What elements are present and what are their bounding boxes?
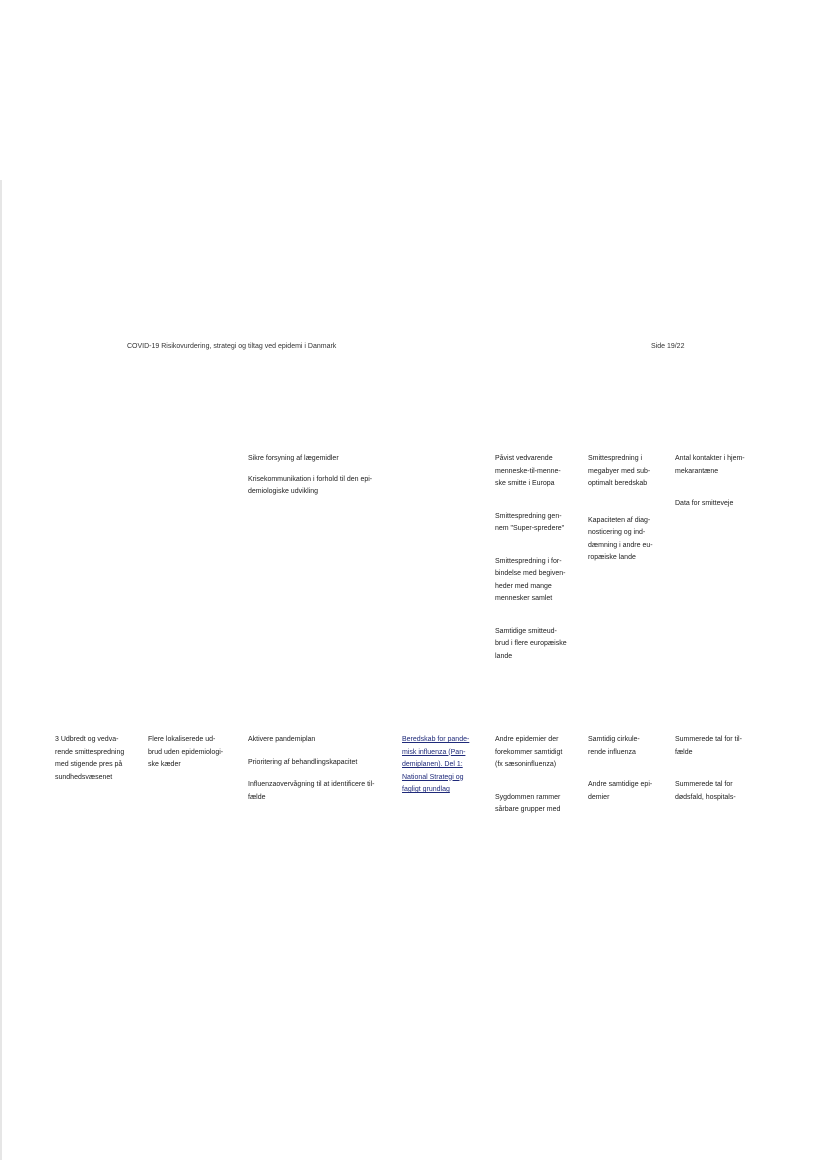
- phase-cell: [55, 734, 140, 784]
- description-cell: [148, 734, 240, 772]
- data-item: Summerede tal for dødsfald, hospitals-: [675, 781, 736, 801]
- data-item: Antal kontakter i hjem- mekarantæne: [675, 455, 745, 475]
- pandemiplan-link[interactable]: Beredskab for pande- misk influenza (Pan- demiplanen). Del 1: National Strategi og fagligt grundlag: [402, 736, 470, 793]
- phase3-actions-cell: [248, 734, 393, 804]
- upper-triggers-cell: [495, 453, 580, 663]
- action-item: Sikre forsyning af lægemidler: [248, 455, 339, 462]
- action-item: Krisekommunikation i forhold til den epi- demiologiske udvikling: [248, 475, 373, 495]
- trigger-item: Sygdommen rammer sårbare grupper med: [495, 793, 561, 813]
- trigger-item: Samtidige smitteud- brud i flere europæiske lande: [495, 627, 567, 660]
- phase-description: Flere lokaliserede ud- brud uden epidemiologi- ske kæder: [148, 736, 224, 768]
- running-header-title: COVID-19 Risikovurdering, strategi og tiltag ved epidemi i Danmark: [127, 343, 337, 350]
- phase-label: 3 Udbredt og vedva- rende smittespredning med stigende pres på sundhedsvæsenet: [55, 736, 125, 781]
- upper-actions-cell: [248, 453, 398, 499]
- uncertainty-item: Andre samtidige epi- demier: [588, 781, 653, 801]
- uncertainty-item: Kapaciteten af diag- nosticering og ind- dæmning i andre eu- ropæiske lande: [588, 516, 653, 561]
- action-item: Influenzaovervågning til at identificere til- fælde: [248, 781, 375, 801]
- trigger-item: Andre epidemier der forekommer samtidigt (fx sæsoninfluenza): [495, 736, 563, 768]
- phase3-triggers-cell: [495, 734, 583, 817]
- reference-cell: [402, 734, 490, 797]
- phase3-data-cell: [675, 734, 760, 804]
- uncertainty-item: Smittespredning i megabyer med sub- optimalt beredskab: [588, 455, 651, 487]
- page-edge-shadow: [0, 180, 2, 1160]
- uncertainty-item: Samtidig cirkule- rende influenza: [588, 736, 640, 756]
- action-item: Prioritering af behandlingskapacitet: [248, 758, 358, 766]
- trigger-item: Smittespredning i for- bindelse med begiven- heder med mange mennesker samlet: [495, 557, 566, 602]
- phase3-uncertainties-cell: [588, 734, 668, 804]
- upper-data-cell: [675, 453, 760, 511]
- upper-uncertainties-cell: [588, 453, 668, 565]
- trigger-item: Påvist vedvarende menneske-til-menne- ske smitte i Europa: [495, 455, 561, 487]
- trigger-item: Smittespredning gen- nem "Super-spredere": [495, 512, 565, 532]
- data-item: Data for smitteveje: [675, 500, 734, 507]
- page-number: Side 19/22: [651, 343, 685, 350]
- data-item: Summerede tal for til- fælde: [675, 736, 742, 756]
- action-item: Aktivere pandemiplan: [248, 736, 316, 743]
